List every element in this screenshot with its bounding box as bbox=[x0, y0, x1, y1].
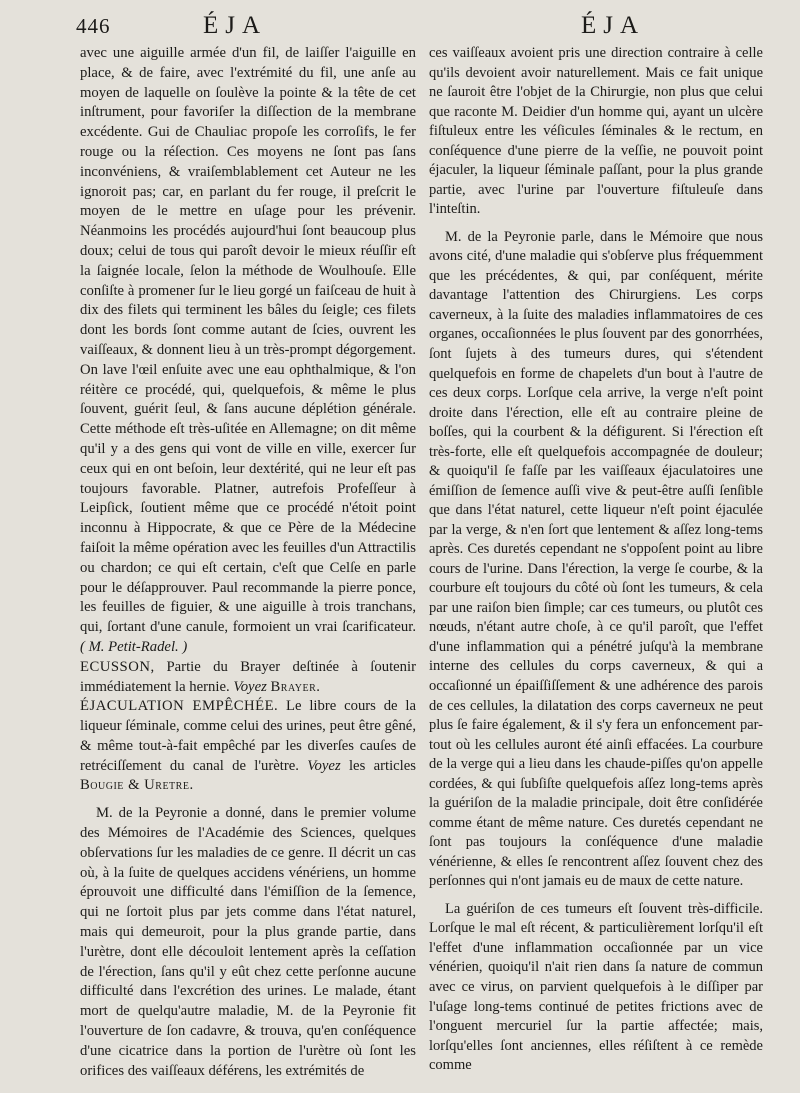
paragraph-continuation: ces vaiſſeaux avoient pris une direction contraire à celle qu'ils devoient avoir naturellement. Mais ce fait unique ne ſauroit être l'objet de la Chirurgie, non plus que celui que raconte M. Deidier d'un homme qui, ayant un ulcère fiſtuleux entre les véſicules ſéminales & le rectum, en conſéquence d'une pierre de la veſſie, ne pouvoit point éjaculer, la liqueur ſéminale paſſant, pour la plus grande partie, avec l'urine par l'ouverture fiſtuleuſe dans l'inteſtin. bbox=[429, 45, 763, 218]
running-header bbox=[0, 8, 800, 44]
entry-ejaculation: ÉJACULATION EMPÊCHÉE. Le libre cours de la liqueur ſéminale, comme celui des urines, peut être gêné, & même tout-à-fait empêché par les diverſes cauſes de retréciſſement du canal de l'urètre. Voyez les articles Bougie & Uretre. bbox=[80, 698, 416, 794]
page-number: 446 bbox=[76, 14, 111, 38]
right-running-head: ÉJA bbox=[581, 12, 646, 39]
author-signature: ( M. Petit-Radel. ) bbox=[80, 638, 188, 655]
entry-term-ecusson: ECUSSON bbox=[80, 658, 151, 675]
paragraph-peyronie: M. de la Peyronie a donné, dans le premier volume des Mémoires de l'Académie des Sciences, quelques obſervations ſur les maladies de ce genre. Il décrit un cas où, à la ſuite de quelques accidens vénériens, un homme éprouvoit une difficulté dans l'émiſſion de la ſemence, qui ne ſortoit plus par jets comme dans l'état naturel, mais qui demeuroit, pour la plus grande partie, dans l'urètre, dont elle découloit lentement après la ceſſation de l'érection, ſans qu'il y eût chez cette perſonne aucune difficulté dans l'excrétion des urines. Le malade, étant mort de quelqu'autre maladie, M. de la Peyronie fit l'ouverture de ſon cadavre, & trouva, qu'en conſéquence d'une cicatrice dans la portion de l'urètre où ſont les orifices des vaiſſeaux déférens, les extrémités de bbox=[80, 805, 416, 1079]
entry-term-ejaculation: ÉJACULATION EMPÊCHÉE. bbox=[80, 698, 279, 715]
entry-ecusson: ECUSSON, Partie du Brayer deſtinée à ſoutenir immédiatement la hernie. Voyez Brayer. bbox=[80, 658, 416, 695]
cross-reference: Bougie & Uretre. bbox=[80, 777, 194, 794]
cross-reference: Brayer. bbox=[270, 678, 321, 695]
left-running-head: ÉJA bbox=[203, 12, 268, 39]
right-column bbox=[429, 44, 763, 1076]
paragraph-guerison: La guériſon de ces tumeurs eſt ſouvent très-difficile. Lorſque le mal eſt récent, & particulièrement lorſqu'il eſt l'effet d'une inflammation occaſionnée par un vice vénérien, quoiqu'il n'ait rien dans ſa nature de commun avec ce virus, on parvient quelquefois à le diſſiper par l'uſage long-tems continué de petites frictions avec de l'onguent mercuriel ſur la partie affectée; mais, lorſqu'elles ſont anciennes, elles réſiſtent à ce remède comme bbox=[429, 900, 763, 1074]
left-column bbox=[80, 44, 416, 1081]
paragraph-operation-text: avec une aiguille armée d'un fil, de laiſſer l'aiguille en place, & de faire, avec l'extrémité du fil, une anſe au moyen de laquelle on ſoulève la pointe & la tête de cet inſtrument, pour favoriſer la diſſection de la membrane excédente. Gui de Chauliac propoſe les corroſifs, le fer rouge ou la réſection. Ces moyens ne ſont pas ſans inconvéniens, & vraiſemblablement cet Auteur ne les ignoroit pas; car, en parlant du fer rouge, il preſcrit le moyen de le mettre en uſage pour les prévenir. Néanmoins les procédés aujourd'hui ſont beaucoup plus doux; celui de tous qui paroît devoir le mieux réuſſir eſt la ſaignée locale, ſelon la méthode de Woulhouſe. Elle conſiſte à promener ſur le lieu gorgé un faiſceau de huit à dix des filets qui terminent les bâles du ſeigle; ces filets dont les bords ſont comme autant de ſcies, ouvrent les vaiſſeaux, & donnent lieu à un très-prompt dégorgement. On lave l'œil enſuite avec une eau ophthalmique, & l'on réitère ce procédé, qui, quelquefois, & même le plus ſouvent, guérit ſeul, & ſans aucune déplétion générale. Cette méthode eſt très-uſitée en Allemagne; on dit même qu'il y a des gens qui vont de ville en ville, exercer ſur ceux qui en ont beſoin, leur dextérité, qui ne leur eſt pas toujours favorable. Platner, autrefois Profeſſeur à Leipſick, ſoutient même que ce procédé n'étoit point inconnu à Hippocrate, & que ce Père de la Médecine faiſoit la même opération avec les feuilles d'un Attractilis ou chardon; ce qui eſt certain, c'eſt que Celſe en parle pour le déſapprouver. Paul recommande la pierre ponce, les feuilles de figuier, & une aiguille à trois tranchans, qui, ſortant d'une canule, formoient un vrai ſcarificateur. ( M. Petit-Radel. ) bbox=[80, 45, 416, 655]
paragraph-corps-caverneux: M. de la Peyronie parle, dans le Mémoire que nous avons cité, d'une maladie qui s'obſerve plus fréquemment que les précédentes, & qui, par conſéquent, mérite davantage l'attention des Chirurgiens. Les corps caverneux, à la ſuite des maladies inflammatoires de ces organes, occaſionnées le plus ſouvent par des gonorrhées, ſont ſujets à des tumeurs dures, qui s'étendent quelquefois en forme de chapelets d'un bout à l'autre de ces deux corps. Lorſque cela arrive, la verge n'eſt point droite dans l'érection, elle eſt au contraire pleine de boſſes, qui la courbent & la défigurent. Si l'érection eſt très-forte, elle eſt quelquefois accompagnée de douleur; & quoiqu'il ſe faſſe par les vaiſſeaux éjaculatoires une émiſſion de ſemence auſſi vive & peut-être auſſi ſenſible que dans l'état naturel, cette liqueur n'eſt point éjaculée par la verge, & n'en ſort que lentement & aſſez long-tems après. Ces duretés cependant ne s'oppoſent point au libre cours de l'urine. Dans l'érection, la verge ſe courbe, & la courbure eſt toujours du côté où ſont les tumeurs, & cela par une raiſon bien ſimple; car ces tumeurs, ou plutôt ces nœuds, n'étant autre choſe, à ce qu'il paroît, que l'effet d'une inflammation qui a pénétré juſqu'à la membrane interne des cellules du corps caverneux, & qui a occaſionné un épaiſſiſſement & une adhérence des parois de ces cellules, la dilatation des corps caverneux ne peut plus ſe faire également, & il s'y fera un enfoncement par-tout où les cellules auront été ainſi effacées. La courbure de la verge qui a lieu dans les chaude-piſſes qu'on appelle cordées, & qui ſubſiſte quelquefois aſſez long-tems après la guériſon de la maladie principale, doit être conſidérée comme étant de même nature. Ces duretés cependant ne ſont pas toujours la conſéquence d'une maladie vénérienne, & elles ſe rencontrent aſſez ſouvent chez des perſonnes qui n'ont jamais eu de maux de cette nature. bbox=[429, 228, 763, 890]
